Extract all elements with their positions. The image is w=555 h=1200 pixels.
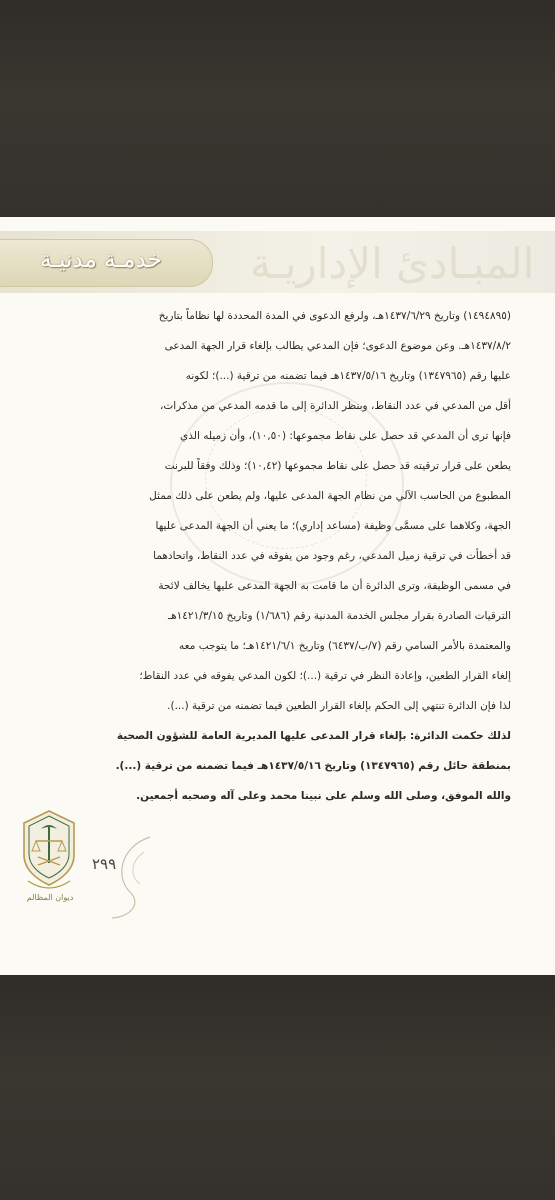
- board-of-grievances-emblem-icon: [18, 807, 80, 899]
- banner-watermark: المبـادئ الإداريـة: [250, 239, 535, 288]
- text-line: قد أخطأت في ترقية زميل المدعي، رغم وجود من يفوقه في عدد النقاط، واتحادهما: [153, 550, 511, 562]
- bottom-dark-frame: [0, 975, 555, 1200]
- text-line: إلغاء القرار الطعين، وإعادة النظر في ترقية (...)؛ لكون المدعي يفوقه في عدد النقاط؛: [139, 670, 511, 682]
- emblem-caption: ديوان المظالم: [26, 893, 74, 902]
- text-line: فإنها ترى أن المدعي قد حصل على نقاط مجموعها: (١٠,٥٠)، وأن زميله الذي: [180, 430, 511, 442]
- closing-line: والله الموفق، وصلى الله وسلم على نبينا محمد وعلى آله وصحبه أجمعين.: [136, 790, 511, 802]
- text-line: عليها رقم (١٣٤٧٩٦٥) وتاريخ ١٤٣٧/٥/١٦هـ فيما تضمنه من ترقية (...)؛ لكونه: [185, 370, 511, 382]
- section-banner: [0, 231, 555, 293]
- text-line: الترقيات الصادرة بقرار مجلس الخدمة المدنية رقم (١/٦٨٦) وتاريخ ١٤٢١/٣/١٥هـ: [168, 610, 511, 622]
- ruling-line: بمنطقة حائل رقم (١٣٤٧٩٦٥) وتاريخ ١٤٣٧/٥/١٦هـ فيما تضمنه من ترقية (...).: [115, 760, 511, 772]
- text-line: ١٤٣٧/٨/٢هـ. وعن موضوع الدعوى؛ فإن المدعي يطالب بإلغاء قرار الجهة المدعى: [164, 340, 511, 352]
- text-line: المطبوع من الحاسب الآلي من نظام الجهة المدعى عليها، ولم يطعن على ذلك ممثل: [149, 490, 511, 502]
- top-dark-frame: [0, 0, 555, 217]
- text-line: يطعن على قرار ترقيته قد حصل على نقاط مجموعها (١٠,٤٢)؛ وذلك وفقاً للبرنت: [164, 460, 511, 472]
- ruling-line: لذلك حكمت الدائرة: بإلغاء قرار المدعى عليها المديرية العامة للشؤون الصحية: [116, 730, 511, 742]
- text-line: في مسمى الوظيفة، وترى الدائرة أن ما قامت به الجهة المدعى عليها يخالف لائحة: [158, 580, 511, 592]
- text-line: (١٤٩٤٨٩٥) وتاريخ ١٤٣٧/٦/٢٩هـ، ولرفع الدعوى في المدة المحددة لها نظاماً بتاريخ: [158, 310, 511, 322]
- page-number: ٢٩٩: [92, 855, 117, 873]
- text-line: الجهة، وكلاهما على مسمَّى وظيفة (مساعد إداري)؛ ما يعني أن الجهة المدعى عليها: [155, 520, 511, 532]
- section-title: خدمـة مدنيـة: [40, 247, 162, 273]
- text-line: أقل من المدعي في عدد النقاط، وبنظر الدائرة إلى ما قدمه المدعي من مذكرات،: [160, 400, 511, 412]
- scanned-page: [0, 217, 555, 975]
- text-line: والمعتمدة بالأمر السامي رقم (٧/ب/٦٤٣٧) وتاريخ ١٤٢١/٦/١هـ؛ ما يتوجب معه: [179, 640, 511, 652]
- page-corner-flourish-icon: [100, 832, 160, 922]
- text-line: لذا فإن الدائرة تنتهي إلى الحكم بإلغاء القرار الطعين فيما تضمنه من ترقية (...).: [167, 700, 511, 712]
- judgment-body-text: [44, 301, 511, 811]
